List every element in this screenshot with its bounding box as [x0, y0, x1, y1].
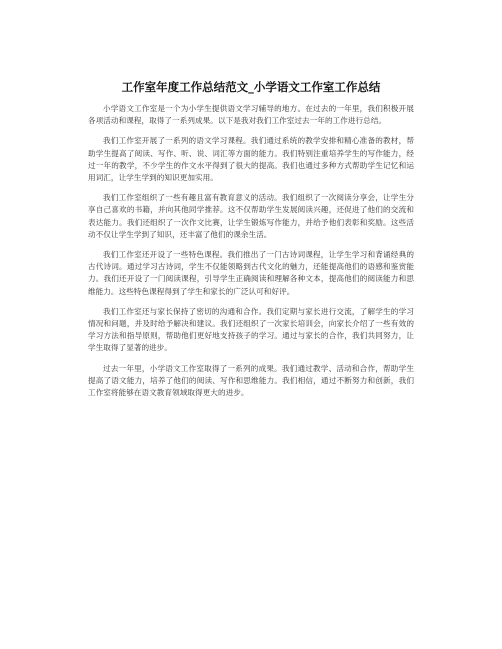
- paragraph-special-courses: 我们工作室还开设了一些特色课程。我们推出了一门古诗词课程，让学生学习和背诵经典的古代诗词。通过学习古诗词，学生不仅能领略到古代文化的魅力，还能提高他们的语感和鉴赏能力。我们还开设了一门阅读课程，引导学生正确阅读和理解各种文本，提高他们的阅读能力和思维能力。这些特色课程得到了学生和家长的广泛认可和好评。: [88, 250, 414, 296]
- paragraph-activities: 我们工作室组织了一些有趣且富有教育意义的活动。我们组织了一次阅读分享会，让学生分享自己喜欢的书籍，并向其他同学推荐。这不仅帮助学生发展阅读兴趣，还促进了他们的交流和表达能力。我们还组织了一次作文比赛，让学生锻炼写作能力，并给予他们表彰和奖励。这些活动不仅让学生学到了知识，还丰富了他们的课余生活。: [88, 193, 414, 239]
- paragraph-courses: 我们工作室开展了一系列的语文学习课程。我们通过系统的教学安排和精心准备的教材，帮助学生提高了阅读、写作、听、说、词汇等方面的能力。我们特别注重培养学生的写作能力，经过一年的教学，不少学生的作文水平得到了很大的提高。我们也通过多种方式帮助学生记忆和运用词汇，让学生学到的知识更加实用。: [88, 136, 414, 183]
- paragraph-intro: 小学语文工作室是一个为小学生提供语文学习辅导的地方。在过去的一年里，我们积极开展各项活动和课程，取得了一系列成果。以下是我对我们工作室过去一年的工作进行总结。: [88, 104, 414, 126]
- paragraph-parents: 我们工作室还与家长保持了密切的沟通和合作。我们定期与家长进行交流，了解学生的学习情况和问题，并及时给予解决和建议。我们还组织了一次家长培训会，向家长介绍了一些有效的学习方法和指导原则，帮助他们更好地支持孩子的学习。通过与家长的合作，我们共同努力，让学生取得了显著的进步。: [88, 306, 414, 353]
- document-title: 工作室年度工作总结范文_小学语文工作室工作总结: [121, 80, 381, 94]
- paragraph-conclusion: 过去一年里，小学语文工作室取得了一系列的成果。我们通过教学、活动和合作，帮助学生提高了语文能力，培养了他们的阅读、写作和思维能力。我们相信，通过不断努力和创新，我们工作室将能够在语文教育领域取得更大的进步。: [88, 363, 414, 398]
- document-body: [88, 103, 414, 407]
